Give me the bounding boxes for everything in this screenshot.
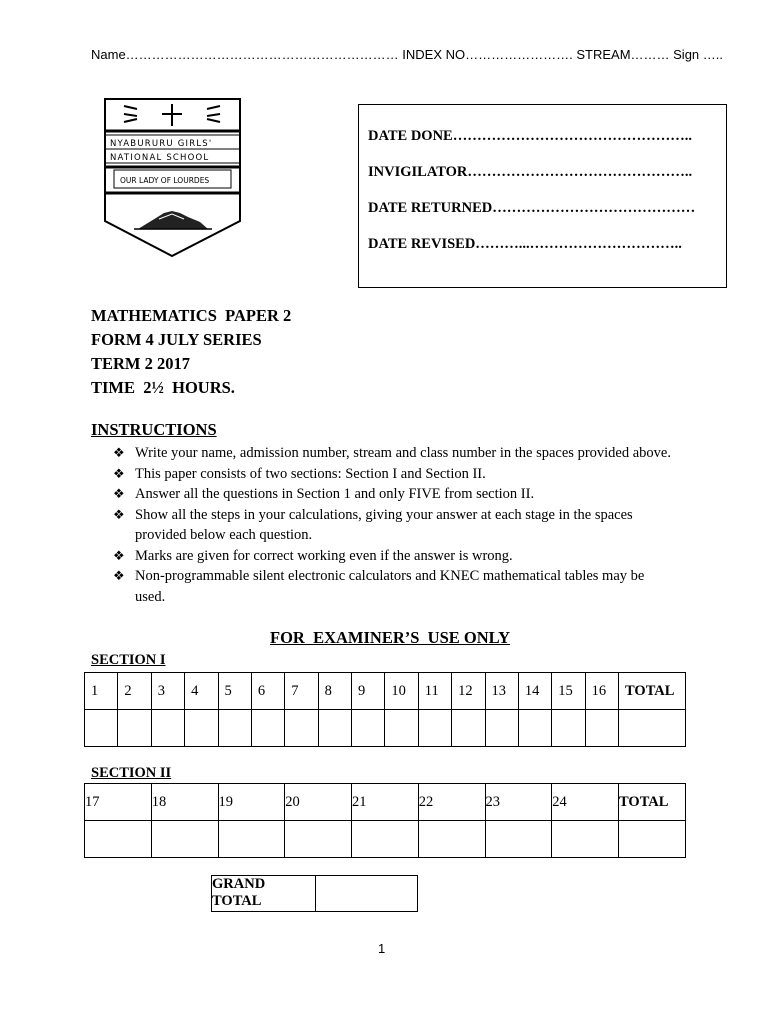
score-cell[interactable] [352, 710, 385, 747]
question-number-cell: 13 [485, 673, 518, 710]
paper-series: FORM 4 JULY SERIES [91, 330, 262, 349]
paper-time: TIME 2½ HOURS. [91, 378, 235, 397]
score-cell[interactable] [352, 821, 419, 858]
question-number-cell: 6 [251, 673, 284, 710]
date-returned-field: DATE RETURNED…………………………………… [368, 200, 696, 216]
question-number-cell: 22 [418, 784, 485, 821]
total-header-cell: TOTAL [619, 673, 686, 710]
section-2-label: SECTION II [91, 765, 172, 781]
examiner-heading: FOR EXAMINER’S USE ONLY [270, 628, 511, 647]
instruction-item: ❖ Write your name, admission number, stream and class number in the spaces provided above. [113, 443, 673, 464]
question-number-cell: 15 [552, 673, 585, 710]
question-number-cell: 16 [585, 673, 618, 710]
header-fields-line: Name……………………………………………………… INDEX NO……………………. STREAM……… Sign ….. [91, 47, 723, 62]
grand-total-label: GRAND TOTAL [212, 876, 316, 912]
instructions-heading: INSTRUCTIONS [91, 420, 217, 439]
score-cell[interactable] [285, 710, 318, 747]
date-revised-field: DATE REVISED………...………………………….. [368, 236, 682, 252]
paper-term: TERM 2 2017 [91, 354, 190, 373]
question-number-cell: 19 [218, 784, 285, 821]
instruction-item: ❖ This paper consists of two sections: Section I and Section II. [113, 464, 673, 485]
table-header-row [85, 673, 686, 710]
score-cell[interactable] [218, 821, 285, 858]
question-number-cell: 5 [218, 673, 251, 710]
table-row [85, 821, 686, 858]
question-number-cell: 18 [151, 784, 218, 821]
question-number-cell: 17 [85, 784, 152, 821]
score-cell[interactable] [85, 710, 118, 747]
question-number-cell: 11 [418, 673, 451, 710]
question-number-cell: 7 [285, 673, 318, 710]
question-number-cell: 4 [185, 673, 218, 710]
question-number-cell: 2 [118, 673, 151, 710]
question-number-cell: 24 [552, 784, 619, 821]
score-cell[interactable] [485, 821, 552, 858]
score-cell[interactable] [218, 710, 251, 747]
score-cell[interactable] [185, 710, 218, 747]
diamond-bullet-icon: ❖ [113, 465, 125, 481]
section-1-label: SECTION I [91, 652, 166, 668]
total-score-cell[interactable] [619, 710, 686, 747]
invigilator-field: INVIGILATOR……………………………………….. [368, 164, 693, 180]
question-number-cell: 9 [352, 673, 385, 710]
total-score-cell[interactable] [619, 821, 686, 858]
question-number-cell: 1 [85, 673, 118, 710]
score-cell[interactable] [485, 710, 518, 747]
question-number-cell: 12 [452, 673, 485, 710]
instruction-item: ❖ Marks are given for correct working even if the answer is wrong. [113, 546, 673, 567]
section-1-marks-table [84, 672, 686, 747]
question-number-cell: 21 [352, 784, 419, 821]
score-cell[interactable] [418, 710, 451, 747]
score-cell[interactable] [85, 821, 152, 858]
score-cell[interactable] [585, 710, 618, 747]
instruction-item: ❖ Show all the steps in your calculations, giving your answer at each stage in the spaces provided below each question. [113, 506, 633, 543]
instruction-item: ❖ Answer all the questions in Section 1 and only FIVE from section II. [113, 484, 673, 505]
crest-text-line2: NATIONAL SCHOOL [110, 153, 210, 163]
paper-title-block [91, 304, 291, 400]
table-header-row [85, 784, 686, 821]
score-cell[interactable] [385, 710, 418, 747]
question-number-cell: 3 [151, 673, 184, 710]
question-number-cell: 20 [285, 784, 352, 821]
diamond-bullet-icon: ❖ [113, 547, 125, 563]
question-number-cell: 23 [485, 784, 552, 821]
paper-title: MATHEMATICS PAPER 2 [91, 306, 292, 325]
score-cell[interactable] [552, 710, 585, 747]
score-cell[interactable] [285, 821, 352, 858]
administration-box [358, 104, 727, 288]
instruction-item: ❖ Non-programmable silent electronic calculators and KNEC mathematical tables may be used. [113, 568, 645, 605]
question-number-cell: 8 [318, 673, 351, 710]
date-done-field: DATE DONE………………………………………….. [368, 128, 692, 144]
diamond-bullet-icon: ❖ [113, 568, 125, 583]
score-cell[interactable] [552, 821, 619, 858]
grand-total-table [211, 875, 418, 912]
crest-motto: OUR LADY OF LOURDES [120, 176, 210, 185]
score-cell[interactable] [518, 710, 551, 747]
total-header-cell: TOTAL [619, 784, 686, 821]
score-cell[interactable] [418, 821, 485, 858]
score-cell[interactable] [251, 710, 284, 747]
grand-total-cell[interactable] [316, 876, 418, 912]
page-number: 1 [378, 941, 386, 956]
score-cell[interactable] [151, 821, 218, 858]
diamond-bullet-icon: ❖ [113, 506, 125, 522]
score-cell[interactable] [452, 710, 485, 747]
diamond-bullet-icon: ❖ [113, 486, 125, 501]
crest-text-line1: NYABURURU GIRLS' [110, 139, 213, 149]
score-cell[interactable] [318, 710, 351, 747]
instructions-list [113, 443, 673, 607]
section-2-marks-table [84, 783, 686, 858]
table-row [85, 710, 686, 747]
score-cell[interactable] [118, 710, 151, 747]
diamond-bullet-icon: ❖ [113, 445, 125, 460]
school-crest-logo [104, 98, 244, 258]
score-cell[interactable] [151, 710, 184, 747]
question-number-cell: 14 [518, 673, 551, 710]
question-number-cell: 10 [385, 673, 418, 710]
